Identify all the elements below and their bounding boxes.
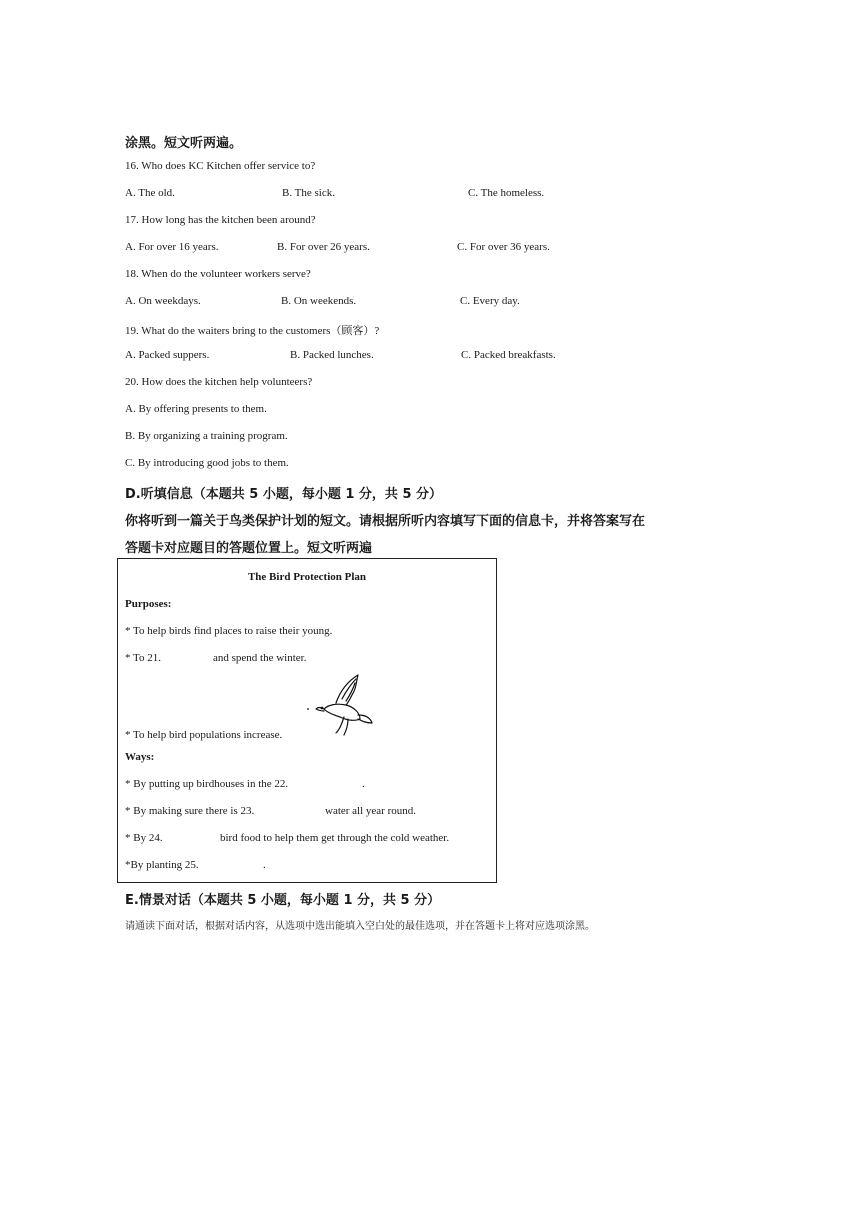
section-d-instruction-1: 你将听到一篇关于鸟类保护计划的短文。请根据所听内容填写下面的信息卡，并将答案写在	[125, 514, 646, 529]
question-16: 16. Who does KC Kitchen offer service to?	[125, 160, 316, 172]
question-18: 18. When do the volunteer workers serve?	[125, 268, 311, 280]
purpose-3: * To help bird populations increase.	[125, 729, 283, 741]
intro-line: 涂黑。短文听两遍。	[125, 136, 243, 151]
ways-label: Ways:	[125, 751, 155, 763]
q19-option-a: A. Packed suppers.	[125, 349, 210, 361]
question-19: 19. What do the waiters bring to the customers（顾客）?	[125, 325, 380, 337]
q19-option-c: C. Packed breakfasts.	[461, 349, 556, 361]
section-d-instruction-2: 答题卡对应题目的答题位置上。短文听两遍	[125, 541, 373, 556]
info-card	[117, 558, 497, 883]
q17-option-a: A. For over 16 years.	[125, 241, 219, 253]
q20-option-a: A. By offering presents to them.	[125, 403, 267, 415]
way-2-end: water all year round.	[325, 805, 417, 817]
purpose-2-start: * To 21.	[125, 652, 162, 664]
way-1-end: .	[362, 778, 365, 790]
bird-illustration	[306, 671, 378, 739]
q16-option-a: A. The old.	[125, 187, 175, 199]
question-20: 20. How does the kitchen help volunteers?	[125, 376, 313, 388]
q20-option-b: B. By organizing a training program.	[125, 430, 288, 442]
section-e-instruction: 请通读下面对话，根据对话内容，从选项中选出能填入空白处的最佳选项，并在答题卡上将对应选项涂黑。	[125, 921, 595, 932]
purpose-2-end: and spend the winter.	[213, 652, 307, 664]
way-1-start: * By putting up birdhouses in the 22.	[125, 778, 289, 790]
q19-option-b: B. Packed lunches.	[290, 349, 374, 361]
q18-option-c: C. Every day.	[460, 295, 520, 307]
card-title: The Bird Protection Plan	[247, 571, 367, 583]
q17-option-b: B. For over 26 years.	[277, 241, 370, 253]
question-17: 17. How long has the kitchen been around?	[125, 214, 316, 226]
q20-option-c: C. By introducing good jobs to them.	[125, 457, 289, 469]
q18-option-a: A. On weekdays.	[125, 295, 201, 307]
way-2-start: * By making sure there is 23.	[125, 805, 255, 817]
way-4-end: .	[263, 859, 266, 871]
purpose-1: * To help birds find places to raise their young.	[125, 625, 333, 637]
way-3-end: bird food to help them get through the cold weather.	[220, 832, 450, 844]
q18-option-b: B. On weekends.	[281, 295, 357, 307]
purposes-label: Purposes:	[125, 598, 172, 610]
way-4-start: *By planting 25.	[125, 859, 199, 871]
q16-option-b: B. The sick.	[282, 187, 335, 199]
section-d-heading: D.听填信息（本题共 5 小题，每小题 1 分，共 5 分）	[125, 487, 443, 502]
q17-option-c: C. For over 36 years.	[457, 241, 550, 253]
q16-option-c: C. The homeless.	[468, 187, 545, 199]
way-3-start: * By 24.	[125, 832, 163, 844]
section-e-heading: E.情景对话（本题共 5 小题，每小题 1 分，共 5 分）	[125, 893, 441, 908]
